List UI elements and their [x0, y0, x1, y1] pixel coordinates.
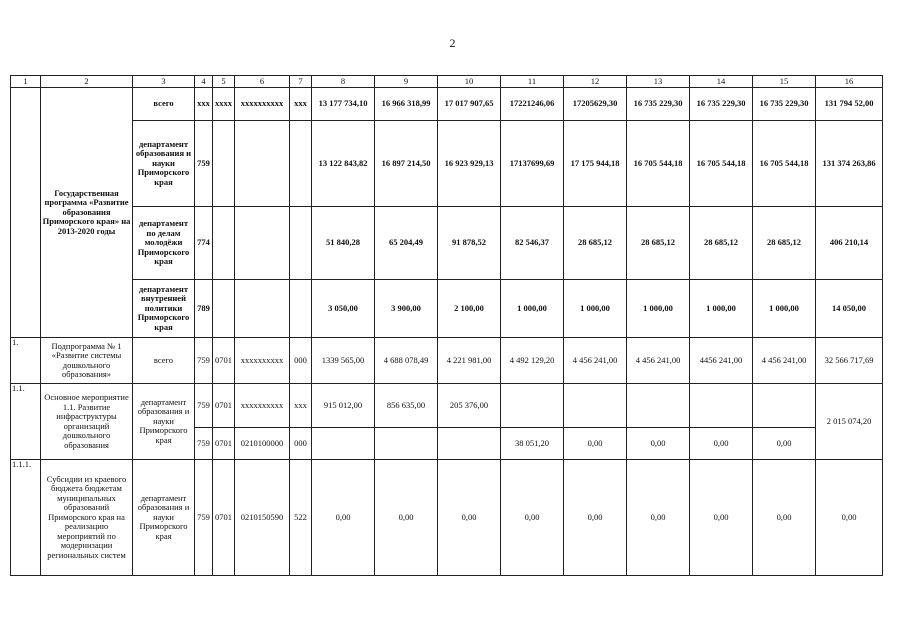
cell	[235, 280, 290, 338]
cell: 17221246,06	[501, 88, 564, 121]
cell: 0701	[213, 460, 235, 576]
cell: 82 546,37	[501, 207, 564, 280]
cell: 14 050,00	[816, 280, 883, 338]
cell: 856 635,00	[375, 384, 438, 428]
cell: 1 000,00	[501, 280, 564, 338]
cell: 1 000,00	[753, 280, 816, 338]
column-header: 6	[235, 76, 290, 88]
cell: 4 492 129,20	[501, 338, 564, 384]
cell: 51 840,28	[312, 207, 375, 280]
cell: ххх	[195, 88, 213, 121]
cell: 0701	[213, 338, 235, 384]
cell: 0,00	[753, 428, 816, 460]
cell: 0,00	[501, 460, 564, 576]
executor: департамент образования и науки Приморского края	[133, 121, 195, 207]
cell: 28 685,12	[753, 207, 816, 280]
cell	[290, 121, 312, 207]
cell	[312, 428, 375, 460]
column-header: 12	[564, 76, 627, 88]
cell: 000	[290, 338, 312, 384]
cell: 4456 241,00	[690, 338, 753, 384]
cell	[690, 384, 753, 428]
cell	[753, 384, 816, 428]
cell: 759	[195, 384, 213, 428]
cell: 16 897 214,50	[375, 121, 438, 207]
cell: 0,00	[690, 428, 753, 460]
table-row	[11, 207, 883, 280]
cell: 65 204,49	[375, 207, 438, 280]
executor: всего	[133, 88, 195, 121]
cell: 3 050,00	[312, 280, 375, 338]
table-row	[11, 384, 883, 428]
column-header: 9	[375, 76, 438, 88]
cell: 17 175 944,18	[564, 121, 627, 207]
cell: 16 923 929,13	[438, 121, 501, 207]
cell: 16 705 544,18	[627, 121, 690, 207]
cell	[213, 280, 235, 338]
cell: 38 051,20	[501, 428, 564, 460]
table-row	[11, 280, 883, 338]
cell: 0,00	[816, 460, 883, 576]
cell: 2 015 074,20	[816, 384, 883, 460]
cell: хххххххххх	[235, 338, 290, 384]
cell: 0210100000	[235, 428, 290, 460]
cell	[213, 207, 235, 280]
cell: 1339 565,00	[312, 338, 375, 384]
cell	[290, 280, 312, 338]
table-row	[11, 121, 883, 207]
column-header: 13	[627, 76, 690, 88]
cell	[438, 428, 501, 460]
cell: 16 735 229,30	[627, 88, 690, 121]
program-name: Государственная программа «Развитие образования Приморского края» на 2013-2020 годы	[41, 88, 133, 338]
cell: 0,00	[564, 428, 627, 460]
cell: 4 456 241,00	[753, 338, 816, 384]
cell: 13 122 843,82	[312, 121, 375, 207]
cell: 0,00	[564, 460, 627, 576]
cell: 774	[195, 207, 213, 280]
cell: 16 705 544,18	[690, 121, 753, 207]
cell: 131 374 263,86	[816, 121, 883, 207]
cell: 2 100,00	[438, 280, 501, 338]
cell: 759	[195, 460, 213, 576]
cell: 759	[195, 121, 213, 207]
cell: хххххххххх	[235, 88, 290, 121]
subsidy-name: Субсидии из краевого бюджета бюджетам муниципальных образований Приморского края на реализацию мероприятий по модернизации региональных систем	[41, 460, 133, 576]
column-number-row	[11, 76, 883, 88]
cell: 4 688 078,49	[375, 338, 438, 384]
cell: 0,00	[753, 460, 816, 576]
row-number: 1.1.	[11, 384, 41, 460]
budget-table	[10, 75, 883, 576]
cell: 28 685,12	[627, 207, 690, 280]
cell: 16 735 229,30	[753, 88, 816, 121]
cell: 1 000,00	[627, 280, 690, 338]
cell	[213, 121, 235, 207]
cell: 16 735 229,30	[690, 88, 753, 121]
table-row	[11, 88, 883, 121]
cell	[375, 428, 438, 460]
cell	[235, 121, 290, 207]
executor: всего	[133, 338, 195, 384]
cell: 17137699,69	[501, 121, 564, 207]
column-header: 16	[816, 76, 883, 88]
cell: 28 685,12	[564, 207, 627, 280]
cell: 17205629,30	[564, 88, 627, 121]
column-header: 14	[690, 76, 753, 88]
table-row	[11, 338, 883, 384]
executor: департамент образования и науки Приморского края	[133, 460, 195, 576]
column-header: 5	[213, 76, 235, 88]
table-row	[11, 460, 883, 576]
cell: 789	[195, 280, 213, 338]
executor: департамент по делам молодёжи Приморского края	[133, 207, 195, 280]
cell: 3 900,00	[375, 280, 438, 338]
cell: 0,00	[375, 460, 438, 576]
cell: 522	[290, 460, 312, 576]
subprogram-name: Подпрограмма № 1 «Развитие системы дошкольного образования»	[41, 338, 133, 384]
column-header: 8	[312, 76, 375, 88]
cell	[235, 207, 290, 280]
column-header: 10	[438, 76, 501, 88]
cell: 16 705 544,18	[753, 121, 816, 207]
row-number: 1.1.1.	[11, 460, 41, 576]
column-header: 3	[133, 76, 195, 88]
cell: 4 456 241,00	[564, 338, 627, 384]
cell: 131 794 52,00	[816, 88, 883, 121]
cell: 0701	[213, 384, 235, 428]
cell: 0,00	[312, 460, 375, 576]
cell: 205 376,00	[438, 384, 501, 428]
cell: 0,00	[627, 460, 690, 576]
cell: 0,00	[690, 460, 753, 576]
executor: департамент внутренней политики Приморского края	[133, 280, 195, 338]
column-header: 15	[753, 76, 816, 88]
cell: 1 000,00	[564, 280, 627, 338]
cell: 4 456 241,00	[627, 338, 690, 384]
column-header: 11	[501, 76, 564, 88]
cell: 915 012,00	[312, 384, 375, 428]
cell: 16 966 318,99	[375, 88, 438, 121]
cell: 28 685,12	[690, 207, 753, 280]
cell: 0,00	[438, 460, 501, 576]
cell: 91 878,52	[438, 207, 501, 280]
column-header: 7	[290, 76, 312, 88]
cell: 759	[195, 338, 213, 384]
executor: департамент образования и науки Приморского края	[133, 384, 195, 460]
cell: 1 000,00	[690, 280, 753, 338]
cell: 759	[195, 428, 213, 460]
cell: хххх	[213, 88, 235, 121]
page-number: 2	[449, 36, 456, 50]
cell: 13 177 734,10	[312, 88, 375, 121]
cell: ххх	[290, 88, 312, 121]
column-header: 1	[11, 76, 41, 88]
cell	[290, 207, 312, 280]
column-header: 4	[195, 76, 213, 88]
cell: 0701	[213, 428, 235, 460]
column-header: 2	[41, 76, 133, 88]
cell: 17 017 907,65	[438, 88, 501, 121]
cell	[501, 384, 564, 428]
measure-name: Основное мероприятие 1.1. Развитие инфраструктуры организаций дошкольного образования	[41, 384, 133, 460]
cell: 32 566 717,69	[816, 338, 883, 384]
cell: ххх	[290, 384, 312, 428]
row-number	[11, 88, 41, 338]
cell: 000	[290, 428, 312, 460]
cell: хххххххххх	[235, 384, 290, 428]
cell: 0210150590	[235, 460, 290, 576]
cell: 4 221 981,00	[438, 338, 501, 384]
row-number: 1.	[11, 338, 41, 384]
cell: 0,00	[627, 428, 690, 460]
cell	[564, 384, 627, 428]
cell	[627, 384, 690, 428]
cell: 406 210,14	[816, 207, 883, 280]
